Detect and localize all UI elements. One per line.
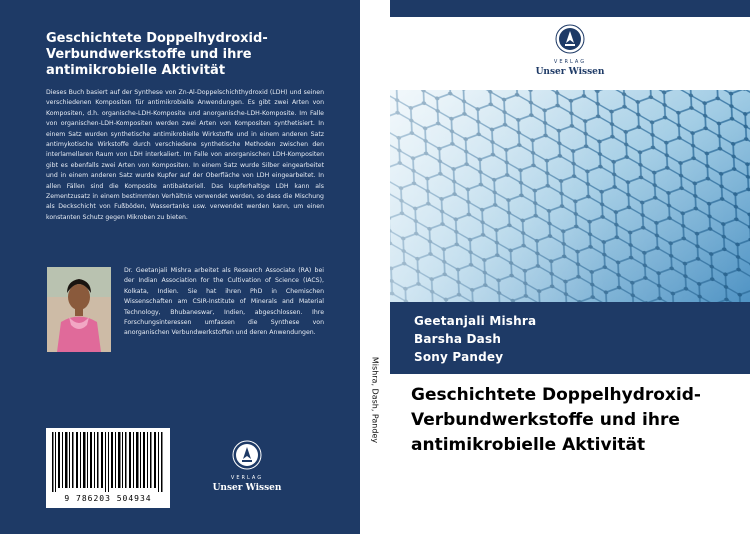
spine [360, 0, 390, 534]
author-name: Barsha Dash [414, 332, 502, 346]
front-cover [390, 0, 750, 534]
back-cover-title: Geschichtete Doppelhydroxid-Verbundwerkstoffe und ihre antimikrobielle Aktivität [46, 31, 268, 78]
molecular-lattice-image [390, 90, 750, 302]
book-blurb: Dieses Buch basiert auf der Synthese von Zn-Al-Doppelschichthydroxid (LDH) und seinen verschiedenen Kompositen für antimikrobielle Anwendungen. Es gibt zwei Arten von Kompositen, d.h. organische-LDH-Komposite und anorganische-LDH-Komposite. Im Falle von organischen-LDH-Kompositen werden zwei Arten von Kompositen synthetisiert. In einem Satz wurden synthetische antimikrobielle Wirkstoffe und in einem anderen Satz antimykotische Wirkstoffe durch verschiedene synthetische Methoden zwischen den interlamellaren Raum von LDH interkaliert. Im Falle von anorganischen LDH-Kompositen gibt es ebenfalls zwei Arten von Kompositen. In einem Satz wurde Silber eingearbeitet und in einem anderen Satz wurde Kupfer auf der Oberfläche von LDH eingearbeitet. In allen Fällen sind die Komposite antibakteriell. Das kupferhaltige LDH kann als Zementzusatz in einem bestimmten Verhältnis verwendet werden, so dass die Mischung als Deckschicht von Fußböden, Wassertanks usw. verwendet werden kann, um einen konstanten Schutz gegen Mikroben zu bieten. [46, 89, 324, 221]
publisher-name: Unser Wissen [535, 67, 605, 77]
author-list [414, 312, 536, 366]
isbn-number: 9 786203 504934 [64, 494, 152, 503]
authors-band [390, 302, 750, 374]
spine-authors: Mishra, Dash, Pandey [370, 356, 380, 444]
author-photo [47, 267, 111, 352]
back-cover [0, 0, 360, 534]
publisher-logo-icon [232, 440, 262, 470]
front-publisher-logo [515, 24, 625, 77]
back-publisher-logo [212, 440, 282, 493]
publisher-verlag: VERLAG [553, 59, 587, 65]
author-name: Sony Pandey [414, 350, 504, 364]
front-top-bar [390, 0, 750, 17]
publisher-name: Unser Wissen [212, 483, 282, 493]
author-bio: Dr. Geetanjali Mishra arbeitet als Research Associate (RA) bei der Indian Association for the Cultivation of Science (IACS), Kolkata, Indien. Sie hat ihren PhD in Chemischen Wissenschaften am CSIR-Institute of Minerals and Material Technology, Bhubaneswar, Indien, abgeschlossen. Ihre Forschungsinteressen umfassen die Synthese von anorganischen Verbundwerkstoffen und deren Anwendungen. [124, 267, 324, 337]
book-title: Geschichtete Doppelhydroxid-Verbundwerkstoffe und ihre antimikrobielle Aktivität [411, 385, 701, 455]
publisher-verlag: VERLAG [230, 475, 264, 481]
barcode [46, 428, 170, 508]
publisher-logo-icon [555, 24, 585, 54]
author-name: Geetanjali Mishra [414, 314, 537, 328]
